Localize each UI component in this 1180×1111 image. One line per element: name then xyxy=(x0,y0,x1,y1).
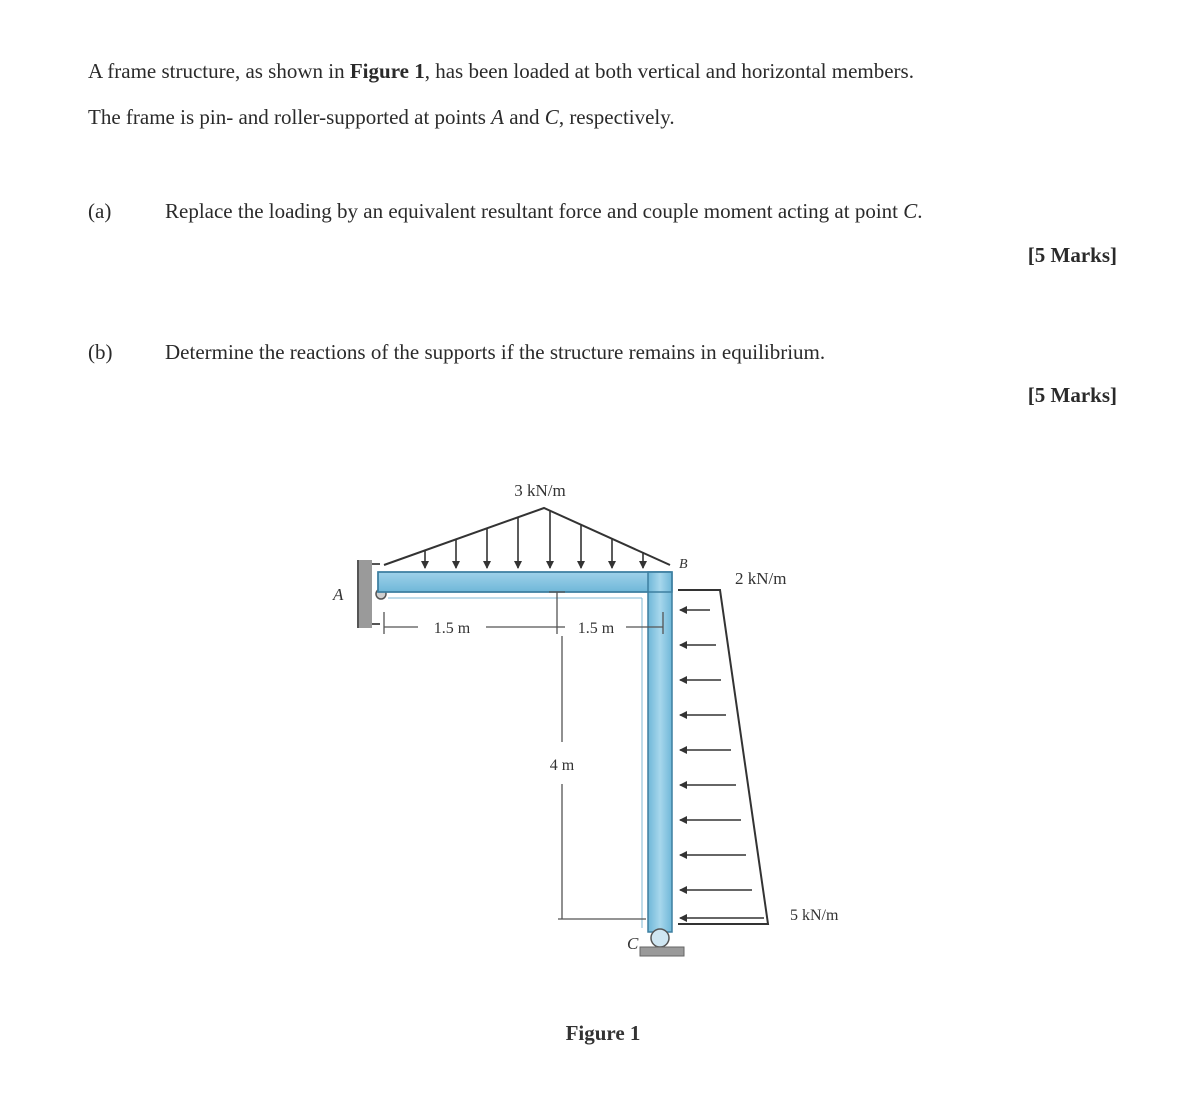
question-a-label: (a) xyxy=(88,199,112,223)
dimension-lines xyxy=(384,592,663,919)
dim-height-label: 4 m xyxy=(549,757,575,774)
point-c-reference: C xyxy=(544,105,559,129)
side-load-bottom-label: 5 kN/m xyxy=(790,907,839,924)
figure-caption: Figure 1 xyxy=(565,1021,641,1045)
wall-support-a xyxy=(358,560,386,628)
point-c-reference: C xyxy=(903,199,918,223)
dim-left-label: 1.5 m xyxy=(433,620,471,637)
point-c-label: C xyxy=(627,934,639,953)
top-distributed-load xyxy=(384,481,670,568)
intro-text: A frame structure, as shown in xyxy=(88,59,350,83)
side-distributed-load xyxy=(678,569,839,924)
question-b-text: Determine the reactions of the supports if the structure remains in equilibrium. xyxy=(165,340,826,364)
intro-text: and xyxy=(503,105,545,129)
point-b-label: B xyxy=(679,557,688,572)
vertical-column xyxy=(378,572,672,932)
side-load-top-label: 2 kN/m xyxy=(735,569,787,588)
question-text: . xyxy=(917,199,923,223)
question-text: Replace the loading by an equivalent resultant force and couple moment acting at point xyxy=(165,199,904,223)
intro-text: , respectively. xyxy=(558,105,675,129)
top-load-label: 3 kN/m xyxy=(514,481,566,500)
question-a-marks: [5 Marks] xyxy=(1027,243,1117,267)
point-a-label: A xyxy=(333,585,344,604)
dim-right-label: 1.5 m xyxy=(577,620,615,637)
figure-reference: Figure 1 xyxy=(349,59,425,83)
point-a-reference: A xyxy=(491,105,504,129)
intro-text: , has been loaded at both vertical and horizontal members. xyxy=(424,59,914,83)
intro-text: The frame is pin- and roller-supported at points xyxy=(88,105,492,129)
question-b-label: (b) xyxy=(88,340,113,364)
roller-support-c xyxy=(640,929,684,956)
horizontal-beam xyxy=(378,572,670,592)
question-b-marks: [5 Marks] xyxy=(1027,383,1117,407)
